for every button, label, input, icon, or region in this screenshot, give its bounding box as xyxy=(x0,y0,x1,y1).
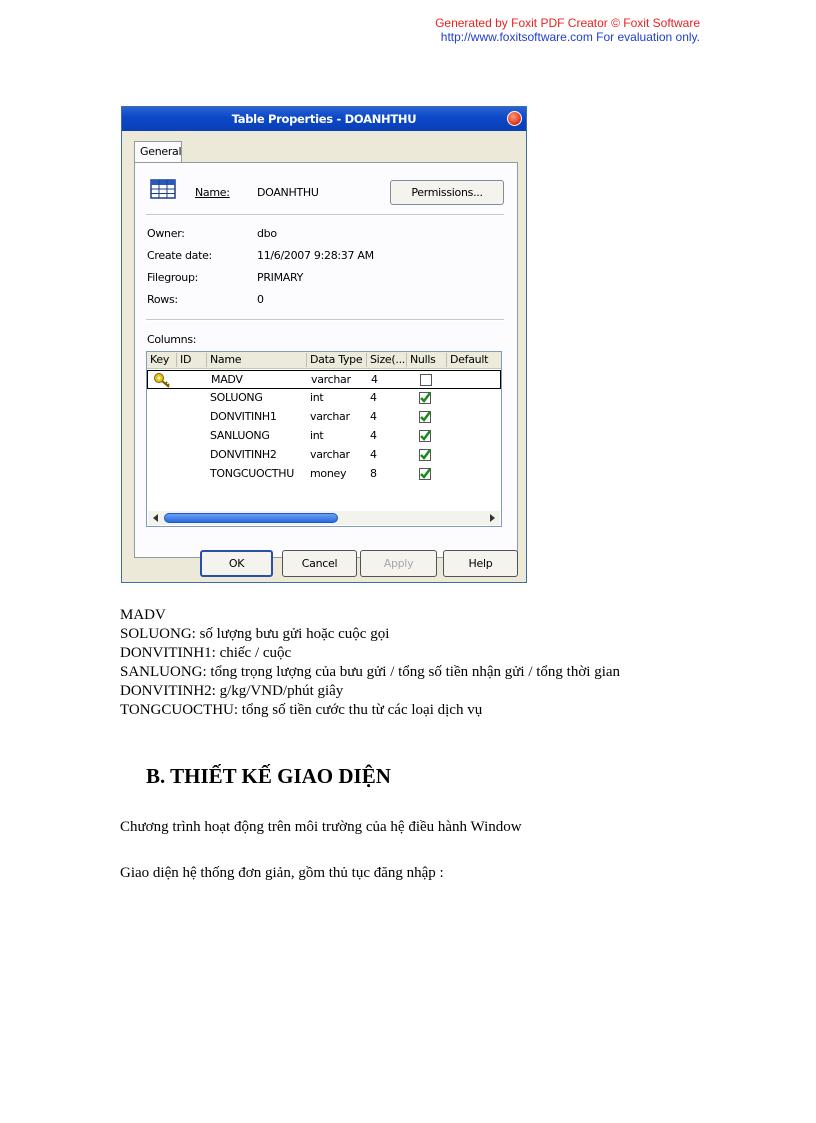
columns-label: Columns: xyxy=(147,333,197,346)
column-type: money xyxy=(310,467,347,480)
column-size: 4 xyxy=(370,448,377,461)
description-line: DONVITINH1: chiếc / cuộc xyxy=(120,645,292,661)
owner-value: dbo xyxy=(257,227,277,240)
grid-header-key[interactable]: Key xyxy=(147,353,177,367)
name-label: Name: xyxy=(195,186,230,199)
description-line: TONGCUOCTHU: tổng số tiền cước thu từ các loại dịch vụ xyxy=(120,702,483,718)
section-heading: B. THIẾT KẾ GIAO DIỆN xyxy=(146,764,391,788)
horizontal-scrollbar[interactable] xyxy=(148,511,500,525)
nulls-checkbox-checked[interactable] xyxy=(419,449,431,461)
create-date-value: 11/6/2007 9:28:37 AM xyxy=(257,249,374,262)
column-size: 4 xyxy=(370,410,377,423)
column-name: TONGCUOCTHU xyxy=(210,467,294,480)
column-name: SANLUONG xyxy=(210,429,270,442)
grid-header-name[interactable]: Name xyxy=(207,353,307,367)
column-size: 8 xyxy=(370,467,377,480)
column-type: varchar xyxy=(311,373,351,386)
grid-header-size[interactable]: Size(... xyxy=(367,353,407,367)
foxit-watermark xyxy=(390,16,700,44)
rows-label: Rows: xyxy=(147,293,178,306)
description-line: SANLUONG: tổng trọng lượng của bưu gửi / tổng số tiền nhận gửi / tổng thời gian xyxy=(120,664,621,680)
paragraph: Chương trình hoạt động trên môi trường của hệ điều hành Window xyxy=(120,819,522,835)
grid-header-nulls[interactable]: Nulls xyxy=(407,353,447,367)
table-icon xyxy=(150,178,176,200)
grid-header xyxy=(147,352,501,369)
table-properties-dialog xyxy=(121,106,527,583)
tab-general[interactable]: General xyxy=(134,141,182,163)
help-button[interactable]: Help xyxy=(443,550,518,577)
rows-value: 0 xyxy=(257,293,264,306)
table-row[interactable] xyxy=(147,408,501,427)
table-row[interactable] xyxy=(147,465,501,484)
cancel-button[interactable]: Cancel xyxy=(282,550,357,577)
name-value: DOANHTHU xyxy=(257,186,319,199)
scroll-left-icon[interactable] xyxy=(151,513,161,523)
column-type: int xyxy=(310,429,324,442)
nulls-checkbox-checked[interactable] xyxy=(419,430,431,442)
owner-label: Owner: xyxy=(147,227,185,240)
column-name: MADV xyxy=(211,373,243,386)
watermark-line-2: http://www.foxitsoftware.com For evaluation only. xyxy=(440,30,700,44)
column-type: int xyxy=(310,391,324,404)
close-icon[interactable] xyxy=(507,111,522,126)
nulls-checkbox-checked[interactable] xyxy=(419,392,431,404)
column-type: varchar xyxy=(310,410,350,423)
filegroup-value: PRIMARY xyxy=(257,271,304,284)
column-descriptions xyxy=(120,606,620,720)
nulls-checkbox-checked[interactable] xyxy=(419,468,431,480)
table-row[interactable] xyxy=(147,446,501,465)
grid-header-id[interactable]: ID xyxy=(177,353,207,367)
grid-header-data-type[interactable]: Data Type xyxy=(307,353,367,367)
description-line: SOLUONG: số lượng bưu gửi hoặc cuộc gọi xyxy=(120,626,390,642)
description-line: DONVITINH2: g/kg/VND/phút giây xyxy=(120,683,344,699)
paragraph: Giao diện hệ thống đơn giản, gồm thủ tục đăng nhập : xyxy=(120,865,444,881)
scrollbar-thumb[interactable] xyxy=(164,513,338,523)
nulls-checkbox-checked[interactable] xyxy=(419,411,431,423)
column-name: SOLUONG xyxy=(210,391,263,404)
nulls-checkbox-unchecked[interactable] xyxy=(420,374,432,386)
apply-button[interactable]: Apply xyxy=(360,550,437,577)
ok-button[interactable]: OK xyxy=(200,550,273,577)
columns-grid[interactable] xyxy=(146,351,502,527)
column-size: 4 xyxy=(370,391,377,404)
table-row[interactable] xyxy=(147,370,501,389)
separator xyxy=(146,214,504,216)
separator xyxy=(146,319,504,321)
table-row[interactable] xyxy=(147,427,501,446)
scroll-right-icon[interactable] xyxy=(487,513,497,523)
dialog-title: Table Properties - DOANHTHU xyxy=(231,112,417,126)
column-name: DONVITINH1 xyxy=(210,410,277,423)
dialog-titlebar[interactable] xyxy=(122,107,526,131)
create-date-label: Create date: xyxy=(147,249,212,262)
column-size: 4 xyxy=(371,373,378,386)
column-name: DONVITINH2 xyxy=(210,448,277,461)
table-row[interactable] xyxy=(147,389,501,408)
description-line: MADV xyxy=(120,607,166,623)
primary-key-icon xyxy=(153,372,171,388)
grid-header-default[interactable]: Default xyxy=(450,353,489,366)
column-type: varchar xyxy=(310,448,350,461)
watermark-line-1: Generated by Foxit PDF Creator © Foxit Software xyxy=(435,16,700,30)
permissions-button[interactable]: Permissions... xyxy=(390,180,504,205)
filegroup-label: Filegroup: xyxy=(147,271,199,284)
column-size: 4 xyxy=(370,429,377,442)
